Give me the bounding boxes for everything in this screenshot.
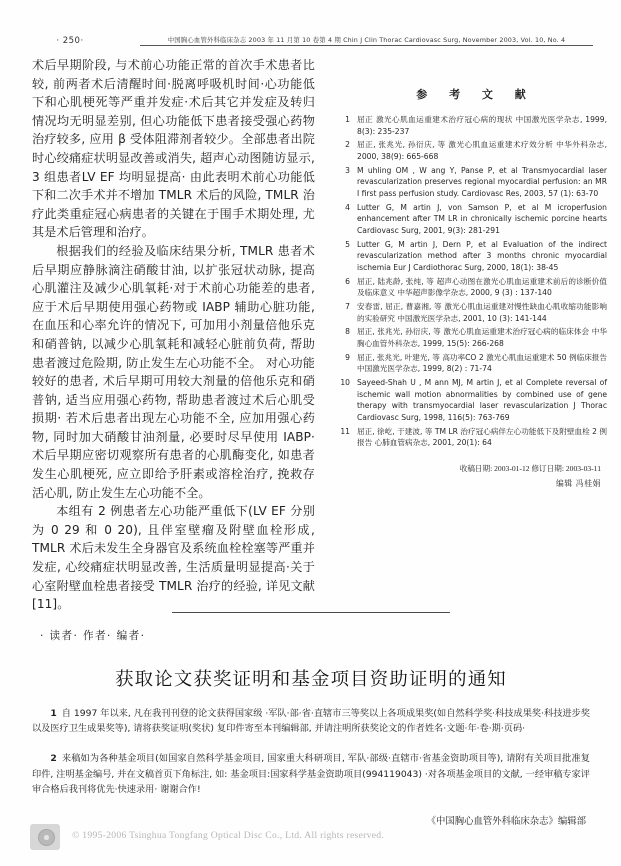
announcement-item-number: 2 (50, 753, 57, 765)
announcement-section (32, 628, 590, 827)
editor-credit: 编辑 冯桂娟 (555, 478, 601, 488)
reference-item (335, 276, 607, 299)
reference-text: 屈正, 张兆光, 叶建光, 等 高功率CO 2 激光心肌血运重建术 50 例临床报告 中国激光医学杂志, 1999, 8(2) : 71-74 (357, 352, 607, 374)
reference-item (335, 326, 607, 349)
announcement-paragraph (32, 751, 590, 797)
reference-number: 2 (345, 140, 350, 150)
body-paragraph: 根据我们的经验及临床结果分析, TMLR 患者术后早期应静脉滴注硝酸甘油, 以扩张冠状动脉, 提高心肌灌注及减少心肌氧耗·对于术前心功能差的患者, 应于术后早期使用强心药物或 IABP 辅助心脏功能, 在血压和心率允许的情况下, 可加用小剂量倍他乐克和硝普钠, 以减少心肌氧耗和减轻心脏前负荷, 帮助患者渡过危险期, 防止发生左心功能不全。 对心功能较好的患者, 术后早期可用较大剂量的倍他乐克和硝普钠, 适当应用强心药物, 帮助患者渡过术后心肌受损期· 若术后患者出现左心功能不全, 应加用强心药物, 同时加大硝酸甘油剂量, 必要时尽早使用 IABP· 术后早期应密切观察所有患者的心肌酶变化, 如患者发生心肌梗死, 应立即给予肝素或溶栓治疗, 挽救存活心肌, 防止发生左心功能不全。 (32, 243, 315, 500)
announcement-item-text: 来稿如为各种基金项目(如国家自然科学基金项目, 国家重大科研项目, 军队·部级·直辖市·省基金资助项目等), 请附有关项目批准复印件, 注明基金编号, 并在文稿首页下角标注, 如: 基金项目:国家科学基金资助项目(994119043) ·对各项基金项目的文献, 一经审稿专家评审合格后我刊将优先·快速录用· 谢谢合作! (32, 753, 590, 795)
announcement-items (32, 706, 590, 797)
journal-citation-line: 中国胸心血管外科临床杂志 2003 年 11 月第 10 卷第 4 期 Chin J Clin Thorac Cardiovasc Surg, November 2003, Vol. 10, No. 4 (140, 35, 593, 47)
reference-text: Lutter G, M artin J, von Samson P, et al M icroperfusion enhancement after TM LR in chronically ischemic porcine hearts Cardiovasc Surg, 2001, 9(3): 281-291 (357, 202, 607, 235)
body-paragraph: 本组有 2 例患者左心功能严重低下(LV EF 分别为 0 29 和 0 20), 且伴室壁瘤及附壁血栓形成, TMLR 术后未发生全身器官及系统血栓栓塞等严重并发症, 心绞痛症状明显改善, 生活质量明显提高·关于心室附壁血栓患者接受 TMLR 治疗的经验, 详见文献[11]。 (32, 504, 315, 612)
reference-text: 屈正, 张兆光, 孙衍庆, 等 激光心肌血运重建术疗效分析 中华外科杂志, 2000, 38(9): 665-668 (357, 140, 607, 161)
received-revised-dates: 收稿日期: 2003-01-12 修订日期: 2003-03-11 (459, 463, 601, 473)
references-heading: 参 考 文 献 (416, 88, 535, 101)
announcement-signature: 《中国胸心血管外科临床杂志》编辑部 (426, 816, 586, 828)
optical-disc-icon (30, 824, 60, 850)
reference-number: 8 (345, 327, 350, 337)
reference-item (335, 377, 607, 423)
reference-item (335, 352, 607, 375)
reference-text: M uhling OM , W ang Y, Panse P, et al Transmyocardial laser revascularization preserves regional myocardial perfusion: an MR I first pass perfusion study. Cardiovasc Res, 2003, 57 (1): 63-70 (357, 165, 607, 198)
announcement-item-text: 自 1997 年以来, 凡在我刊刊登的论文获得国家级 ·军队·部·省·直辖市三等奖以上各项成果奖(如自然科学奖·科技成果奖·科技进步奖以及医疗卫生成果奖等), 请将获奖证明(奖状) 复印件寄至本刊编辑部, 并请注明所获奖论文的作者姓名·文题·年·卷·期·页码· (32, 708, 590, 735)
reference-text: Sayeed-Shah U , M ann MJ, M artin J, et al Complete reversal of ischemic wall motion abnormalities by combined use of gene therapy with transmyocardial laser revascularization J Thorac Cardiovasc Surg, 1998, 116(5): 763-769 (357, 378, 607, 422)
reference-item (335, 139, 607, 162)
reference-item (335, 114, 607, 137)
reference-text: 屈正 激光心肌血运重建术治疗冠心病的现状 中国激光医学杂志, 1999, 8(3): 235-237 (357, 115, 607, 136)
reference-item (335, 301, 607, 324)
reference-text: Lutter G, M artin J, Dern P, et al Evaluation of the indirect revascularization method after 3 months chronic myocardial ischemia Eur J Cardiothorac Surg, 2000, 18(1): 38-45 (357, 239, 607, 272)
reference-number: 7 (345, 302, 350, 312)
reference-number: 11 (340, 426, 350, 436)
reference-number: 1 (345, 115, 350, 124)
section-divider (172, 612, 450, 613)
reference-list (335, 114, 607, 449)
reference-number: 10 (340, 378, 350, 388)
announcement-kicker: · 读者· 作者· 编者· (40, 630, 146, 642)
footer-watermark (0, 820, 621, 866)
reference-item (335, 165, 607, 200)
reference-item (335, 202, 607, 237)
announcement-item-number: 1 (50, 708, 57, 719)
reference-text: 屈正, 徐屹, 于建波, 等 TM LR 治疗冠心病伴左心功能低下及附壁血栓 2 例报告 心肺血管病杂志, 2001, 20(1): 64 (357, 426, 607, 448)
announcement-paragraph (32, 706, 590, 736)
reference-number: 4 (345, 202, 350, 212)
body-paragraph: 术后早期阶段, 与术前心功能正常的首次手术患者比较, 前两者术后清醒时间·脱离呼吸机时间·心功能低下和心肌梗死等严重并发症·术后其它并发症及转归情况均无明显差别, 但心功能低下患者接受强心药物治疗较多, 应用 β 受体阻滞剂者较少。全部患者出院时心绞痛症状明显改善或消失, 超声心动图随访显示, 3 组患者LV EF 均明显提高· 由此表明术前心功能低下和二次手术并不增加 TMLR 术后的风险, TMLR 治疗此类重症冠心病患者的关键在于围手术期处理, 尤其是术后管理和治疗。 (32, 58, 315, 240)
announcement-title: 获取论文获奖证明和基金项目资助证明的通知 (115, 669, 507, 690)
reference-number: 6 (345, 276, 350, 286)
reference-item (335, 239, 607, 274)
reference-number: 3 (345, 165, 350, 175)
copyright-text: © 1995-2006 Tsinghua Tongfang Optical Disc Co., Ltd. All rights reserved. (72, 830, 385, 841)
reference-text: 屈正, 张兆光, 孙衍庆, 等 激光心肌血运重建术治疗冠心病的临床体会 中华胸心血管外科杂志, 1999, 15(5): 266-268 (357, 327, 607, 348)
reference-number: 9 (345, 352, 350, 362)
references-column (335, 56, 607, 614)
discussion-column (32, 56, 315, 614)
running-head (0, 30, 621, 46)
reference-text: 屈正, 陆兆龄, 张纯, 等 超声心动图在激光心肌血运重建术前后的诊断价值及临床意义 中华超声影像学杂志, 2000, 9 (3) : 137-140 (357, 276, 607, 298)
reference-item (335, 426, 607, 449)
two-column-body (0, 56, 621, 614)
page-number: · 250· (56, 36, 84, 46)
reference-number: 5 (345, 239, 350, 249)
reference-text: 安春雷, 屈正, 曹嘉湘, 等 激光心肌血运重建对慢性缺血心肌收缩功能影响的实验研究 中国激光医学杂志, 2001, 10 (3): 141-144 (357, 302, 607, 323)
